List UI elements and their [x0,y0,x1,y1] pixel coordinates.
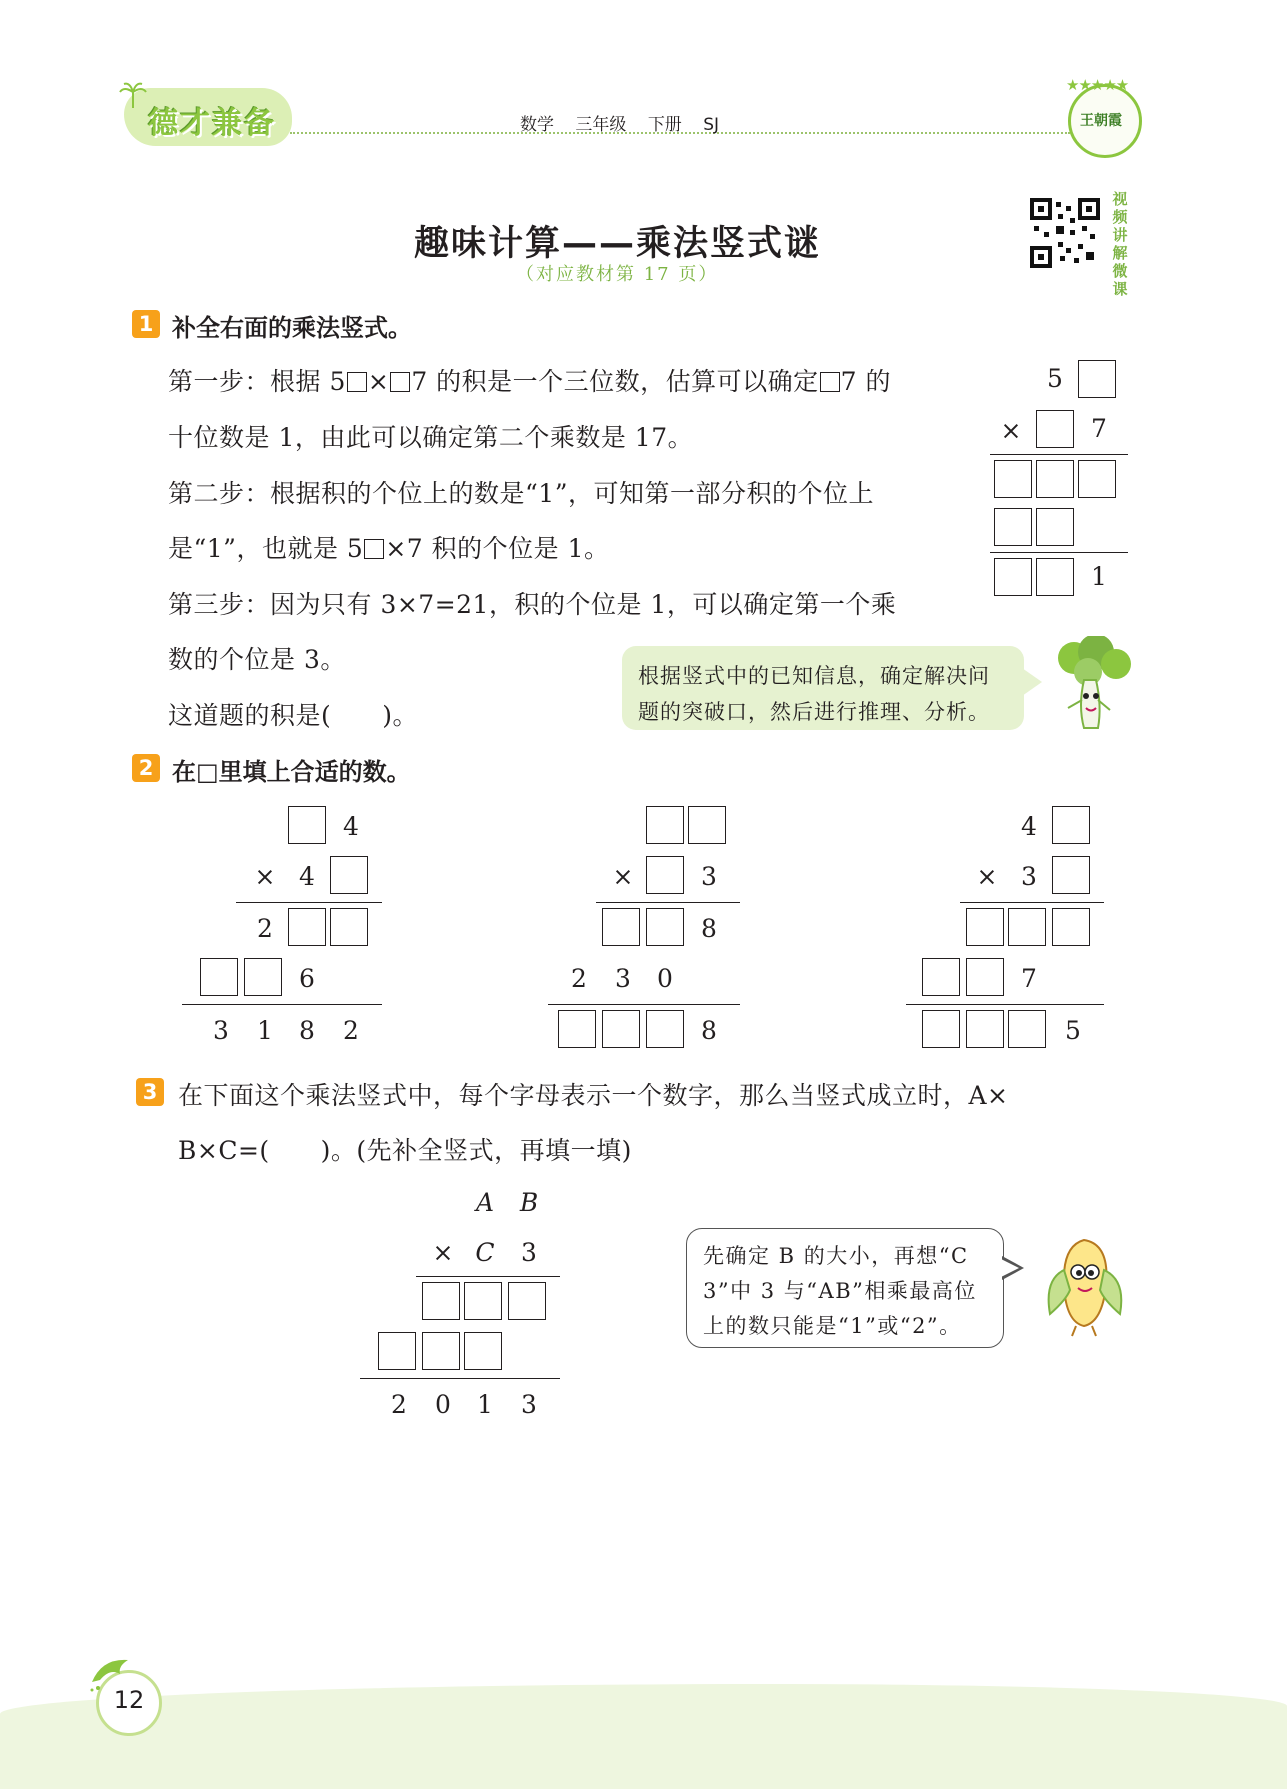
q2a-top-units: 4 [343,812,359,841]
q2a-p2-units: 6 [299,964,315,993]
q2a-blank-box[interactable] [288,908,326,946]
qr-code-icon[interactable] [1030,198,1100,268]
subject-label: 数学 [520,115,554,135]
q2c-p2-units: 7 [1021,964,1037,993]
q2c-blank-box[interactable] [1052,856,1090,894]
q2b-blank-box[interactable] [558,1010,596,1048]
q2c-blank-box[interactable] [966,1010,1004,1048]
q2b-result-units: 8 [701,1016,717,1045]
q1-hint-tail [1022,668,1042,696]
q2a-times-sign: × [254,862,276,891]
q3-blank-box[interactable] [422,1332,460,1370]
q2c-blank-box[interactable] [966,908,1004,946]
q2b-p2-digit: 0 [657,964,673,993]
q1-step3-line2: 数的个位是 3。 [168,645,346,674]
q1-blank-box[interactable] [1036,410,1074,448]
q3-result-digit: 0 [435,1390,451,1419]
q3-blank-box[interactable] [378,1332,416,1370]
badge-text: 王朝霞 [1080,113,1122,129]
q1-mult-units: 7 [1091,414,1107,443]
q1-step3-line1: 第三步：因为只有 3×7=21，积的个位是 1，可以确定第一个乘 [168,590,897,619]
q3-rule-1 [416,1276,560,1277]
q1-top-tens: 5 [1047,364,1063,393]
q2b-mult-units: 3 [701,862,717,891]
q2b-blank-box[interactable] [646,856,684,894]
q2b-blank-box[interactable] [602,1010,640,1048]
q3-result-digit: 1 [477,1390,493,1419]
q2c-rule-1 [960,902,1104,903]
q2a-result-digit: 2 [343,1016,359,1045]
q3-letter-b: B [519,1188,539,1217]
q3-hint-tail-inner [1001,1259,1019,1277]
q2b-blank-box[interactable] [688,806,726,844]
q1-blank-box[interactable] [994,460,1032,498]
q2a-rule-1 [236,902,382,903]
q2a-p1-hundreds: 2 [257,914,273,943]
q2a-blank-box[interactable] [200,958,238,996]
q2a-blank-box[interactable] [288,806,326,844]
q2a-blank-box[interactable] [330,856,368,894]
q1-step1-line2: 十位数是 1，由此可以确定第二个乘数是 17。 [168,423,694,452]
q2a-result-digit: 8 [299,1016,315,1045]
q2b-rule-2 [548,1004,740,1005]
star-icon: ★★★★★ [1066,76,1129,94]
q1-blank-box[interactable] [994,508,1032,546]
q3-text-line1: 在下面这个乘法竖式中，每个字母表示一个数字，那么当竖式成立时，A× [178,1081,1009,1110]
brand-logo: 德才兼备 [148,106,276,141]
page-number: 12 [113,1686,145,1714]
q1-blank-box[interactable] [1036,508,1074,546]
palm-tree-icon [118,80,148,110]
inline-blank-box [820,372,840,392]
volume-label: 下册 [647,115,682,135]
q2c-blank-box[interactable] [1052,806,1090,844]
q2a-blank-box[interactable] [330,908,368,946]
q2c-blank-box[interactable] [1008,1010,1046,1048]
q3-letter-a: A [475,1188,495,1217]
q2c-result-units: 5 [1065,1016,1081,1045]
q2a-rule-2 [182,1004,382,1005]
inline-blank-box [390,372,410,392]
question-1-heading: 补全右面的乘法竖式。 [172,314,412,342]
q1-hint-bubble: 根据竖式中的已知信息，确定解决问题的突破口，然后进行推理、分析。 [622,646,1024,730]
q1-step2-line2: 是“1”，也就是 5 ×7 积的个位是 1。 [168,534,610,563]
q2a-result-digit: 1 [257,1016,273,1045]
q2b-blank-box[interactable] [646,806,684,844]
q1-blank-box[interactable] [1078,460,1116,498]
q2b-p1-units: 8 [701,914,717,943]
q3-blank-box[interactable] [464,1332,502,1370]
q3-result-digit: 2 [391,1390,407,1419]
q1-rule-2 [990,552,1128,553]
q2c-blank-box[interactable] [1052,908,1090,946]
q2a-blank-box[interactable] [244,958,282,996]
q1-result-units: 1 [1091,562,1107,591]
question-2-heading: 在□里填上合适的数。 [172,758,411,786]
q2c-blank-box[interactable] [922,958,960,996]
page-title: 趣味计算——乘法竖式谜 [414,224,822,264]
page-subtitle: （对应教材第 17 页） [516,264,719,285]
grade-label: 三年级 [575,115,627,135]
q2a-mult-tens: 4 [299,862,315,891]
q2b-blank-box[interactable] [646,908,684,946]
edition-label: SJ [703,115,720,135]
q3-hint-bubble: 先确定 B 的大小，再想“C 3”中 3 与“AB”相乘最高位上的数只能是“1”或“2”。 [686,1228,1004,1348]
q3-mult-units: 3 [521,1238,537,1267]
q2c-blank-box[interactable] [1008,908,1046,946]
q2b-blank-box[interactable] [602,908,640,946]
q1-rule-1 [990,454,1128,455]
q2c-rule-2 [906,1004,1104,1005]
question-number-1: 1 [132,310,160,338]
q2c-blank-box[interactable] [966,958,1004,996]
q1-blank-box[interactable] [994,558,1032,596]
q2c-mult-tens: 3 [1021,862,1037,891]
q2c-times-sign: × [976,862,998,891]
q3-blank-box[interactable] [464,1282,502,1320]
q3-blank-box[interactable] [422,1282,460,1320]
q1-answer-line[interactable]: 这道题的积是( )。 [168,701,419,730]
q1-blank-box[interactable] [1036,460,1074,498]
q1-blank-box[interactable] [1036,558,1074,596]
q2c-blank-box[interactable] [922,1010,960,1048]
q3-text-line2[interactable]: B×C=( )。(先补全竖式，再填一填) [178,1136,632,1165]
q2b-p2-digit: 2 [571,964,587,993]
q3-rule-2 [360,1378,560,1379]
footer-decoration [0,1684,1287,1789]
question-number-2: 2 [132,754,160,782]
q2b-rule-1 [596,902,740,903]
q1-step2-line1: 第二步：根据积的个位上的数是“1”，可知第一部分积的个位上 [168,479,874,508]
corn-mascot-icon [1040,1230,1130,1340]
q2a-result-digit: 3 [213,1016,229,1045]
q2c-top-tens: 4 [1021,812,1037,841]
q1-blank-box[interactable] [1078,360,1116,398]
q3-blank-box[interactable] [508,1282,546,1320]
inline-blank-box [364,539,384,559]
q2b-times-sign: × [612,862,634,891]
q2b-blank-box[interactable] [646,1010,684,1048]
question-number-3: 3 [136,1078,164,1106]
header-meta [520,110,735,135]
inline-blank-box [347,372,367,392]
q1-times-sign: × [1000,416,1022,445]
q3-result-digit: 3 [521,1390,537,1419]
q1-step1-line1: 第一步：根据 5 × 7 的积是一个三位数，估算可以确定 7 的 [168,367,892,396]
qr-label: 视频讲解微课 [1112,190,1128,298]
q3-times-sign: × [432,1238,454,1267]
q2b-p2-digit: 3 [615,964,631,993]
q3-letter-c: C [475,1238,495,1267]
broccoli-mascot-icon [1044,636,1134,736]
